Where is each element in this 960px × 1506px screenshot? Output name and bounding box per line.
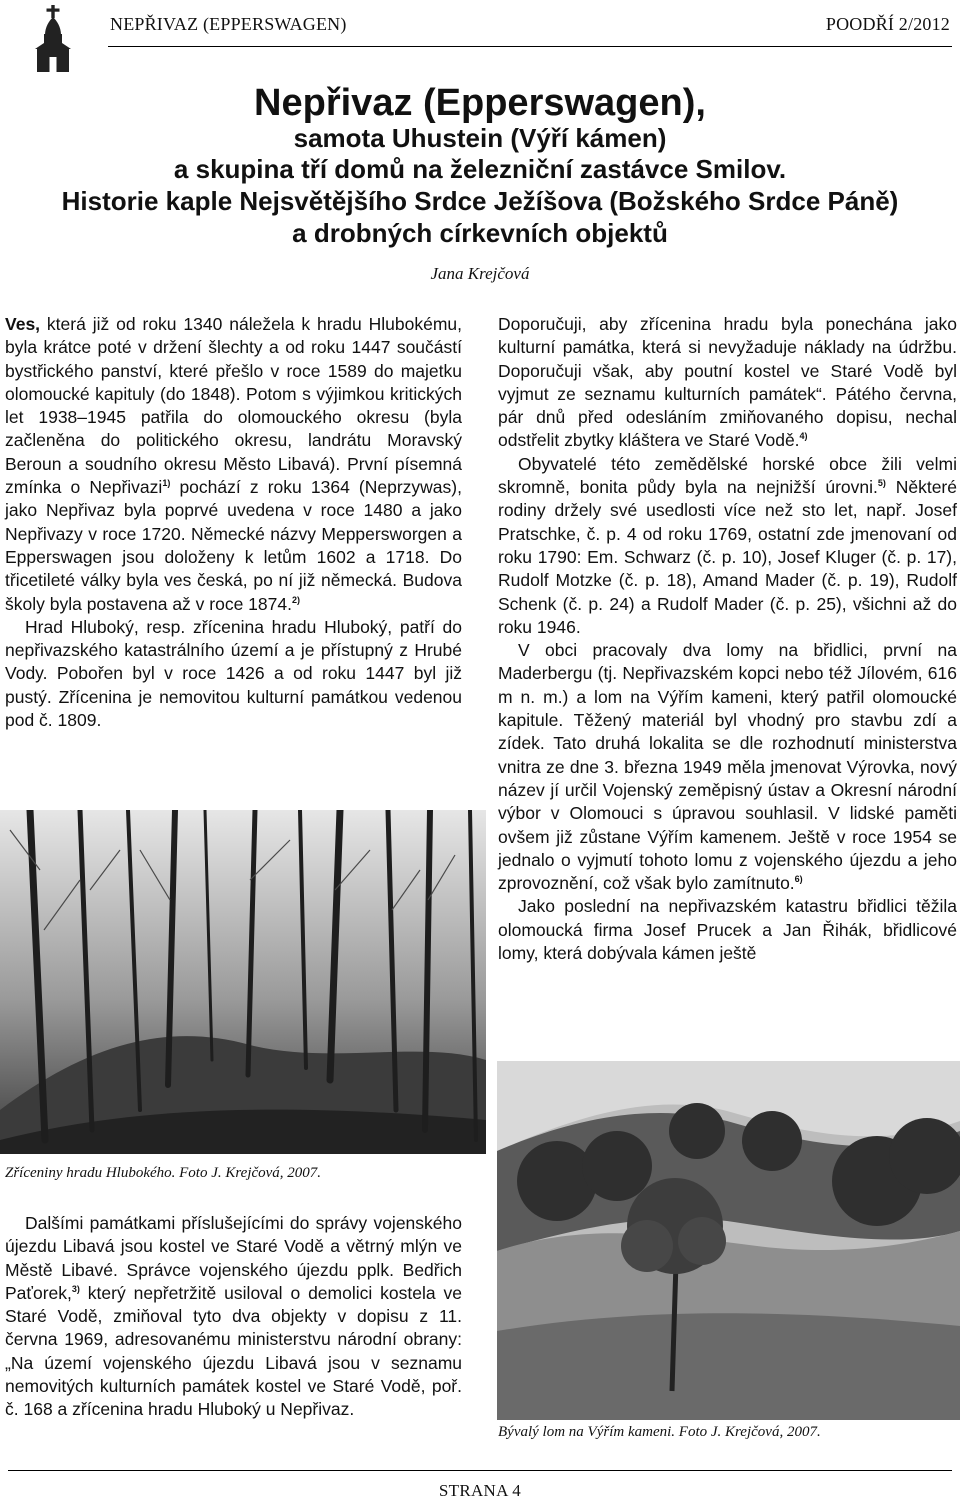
article-subtitle-3: Historie kaple Nejsvětějšího Srdce Ježíšova (Božského Srdce Páně) [61, 186, 899, 216]
footnote-ref-5[interactable]: 5) [877, 478, 886, 489]
paragraph-slate-mining: Jako poslední na nepřivazském katastru břidlici těžila olomoucká firma Josef Prucek a Jan Řihák, břidlicové lomy, která dobývala kámen ještě [498, 896, 957, 964]
paragraph-castle: Hrad Hluboký, resp. zřícenina hradu Hluboký, patří do nepřivazského katastrálního území a je přístupný z Hrubé Vody. Pobořen byl v roce 1426 a od roku 1447 byl již pustý. Zřícenina je nemovitou kulturní památkou vedenou pod č. 1809. [5, 616, 462, 731]
caption-castle-ruins: Zříceniny hradu Hlubokého. Foto J. Krejčová, 2007. [5, 1165, 322, 1181]
footnote-ref-1[interactable]: 1) [162, 478, 171, 489]
paragraph-military-monuments: Dalšími památkami příslušejícími do správy vojenského újezdu Libavá jsou kostel ve Staré Vodě a větrný mlýn ve Městě Libavé. Správce vojenského újezdu pplk. Bedřich Paťorek,$^{3)}$ který nepřetržitě usiloval o demolici kostela ve Staré Vodě, zmiňoval tyto dva objekty v dopisu z 11. června 1969, adresovanému ministerstvu národní obrany: „Na území vojenského újezdu Libavá jsou v seznamu nemovitých kulturních památek kostel ve Staré Vodě, poř. č. 168 a zřícenina hradu Hluboký u Nepřivaz. [5, 1213, 462, 1420]
header-divider [108, 46, 952, 47]
left-column-bottom [5, 1212, 462, 1422]
running-header-title: NEPŘIVAZ (EPPERSWAGEN) [110, 14, 347, 34]
photo-castle-ruins-forest [0, 810, 486, 1154]
left-column [5, 313, 462, 732]
footnote-ref-6[interactable]: 6) [794, 874, 803, 885]
paragraph-quarries: V obci pracovaly dva lomy na břidlici, první na Maderbergu (tj. Nepřivazském kopci nebo též Jílovém, 616 m n. m.) a lom na Výřím kameni, který patřil olomoucké kapitule. Těžený materiál byl vhodný pro stavbu zdí a zídek. Tato druhá lokalita se dle rozhodnutí ministerstva vnitra ze dne 3. března 1949 měla jmenovat Výrovka, nový název jí určil Vojenský zeměpisný ústav a Okresní národní výbor v Olomouci s úpravou souhlasil. V lidské paměti ovšem již zůstane Výřím kamenem. Ještě v roce 1954 se jednalo o vyjmutí tohoto lomu z vojenského újezdu a jeho zprovoznění, což však bylo zamítnuto.$^{6)}$ [498, 640, 957, 894]
running-header-issue: POODŘÍ 2/2012 [825, 14, 950, 34]
right-column [498, 313, 957, 965]
paragraph-village-history: Ves, která již od roku 1340 náležela k hradu Hlubokému, byla krátce poté v držení šlechty a od roku 1447 součástí bystřického panství, které přešlo v roce 1589 do majetku olomoucké kapituly (do 1848). Potom s výjimkou kritických let 1938–1945 patřila do olomouckého okresu (byla začleněna do politického okresu, landrátu Moravský Beroun a soudního okresu Město Libavá). První písemná zmínka o Nepřivazi$^{1)}$ pochází z roku 1364 (Neprzywas), jako Nepřivaz byla poprvé uvedena v roce 1480 a jako Nepřivazy v roce 1720. Německé názvy Meppersworgen a Epperswagen jsou doloženy k letům 1602 a 1718. Do třicetileté války byla ves česká, po ní již německá. Budova školy byla postavena až v roce 1874.$^{2)}$ [5, 314, 462, 614]
caption-former-quarry: Bývalý lom na Výřím kameni. Foto J. Krejčová, 2007. [498, 1424, 821, 1440]
paragraph-letter-continuation: Doporučuji, aby zřícenina hradu byla ponechána jako kulturní památka, která si nevyžaduje náklady na údržbu. Doporučuji však, aby poutní kostel ve Staré Vodě byl vyjmut ze seznamu kulturních památek“. Pátého června, pár dnů před odesláním zmiňovaného dopisu, nechal odstřelit zbytky kláštera ve Staré Vodě.$^{4)}$ [498, 314, 957, 451]
article-title: Nepřivaz (Epperswagen), [254, 82, 706, 124]
article-subtitle-1: samota Uhustein (Výří kámen) [293, 123, 667, 153]
chapel-logo-icon [33, 5, 73, 72]
article-subtitle-2: a skupina tří domů na železniční zastávce Smilov. [173, 154, 787, 184]
footnote-ref-4[interactable]: 4) [799, 431, 808, 442]
paragraph-inhabitants: Obyvatelé této zemědělské horské obce žili velmi skromně, bonita půdy byla na nejnižší úrovni.$^{5)}$ Některé rodiny držely své usedlosti více než sto let, např. Josef Pratschke, č. p. 4 od roku 1769, ostatní zde jmenovaní od roku 1790: Em. Schwarz (č. p. 10), Josef Kluger (č. p. 17), Rudolf Motzke (č. p. 18), Amand Mader (č. p. 19), Rudolf Schenk (č. p. 24) a Rudolf Mader (č. p. 25), všichni až do roku 1946. [498, 453, 957, 637]
article-subtitle-4: a drobných církevních objektů [292, 218, 668, 248]
author-name: Jana Krejčová [430, 264, 530, 283]
footnote-ref-3[interactable]: 3) [71, 1283, 80, 1294]
lead-word: Ves, [5, 314, 41, 334]
photo-former-quarry [497, 1061, 960, 1420]
page-number: STRANA 4 [438, 1481, 522, 1500]
footer-divider [8, 1470, 952, 1471]
footnote-ref-2[interactable]: 2) [291, 594, 300, 605]
